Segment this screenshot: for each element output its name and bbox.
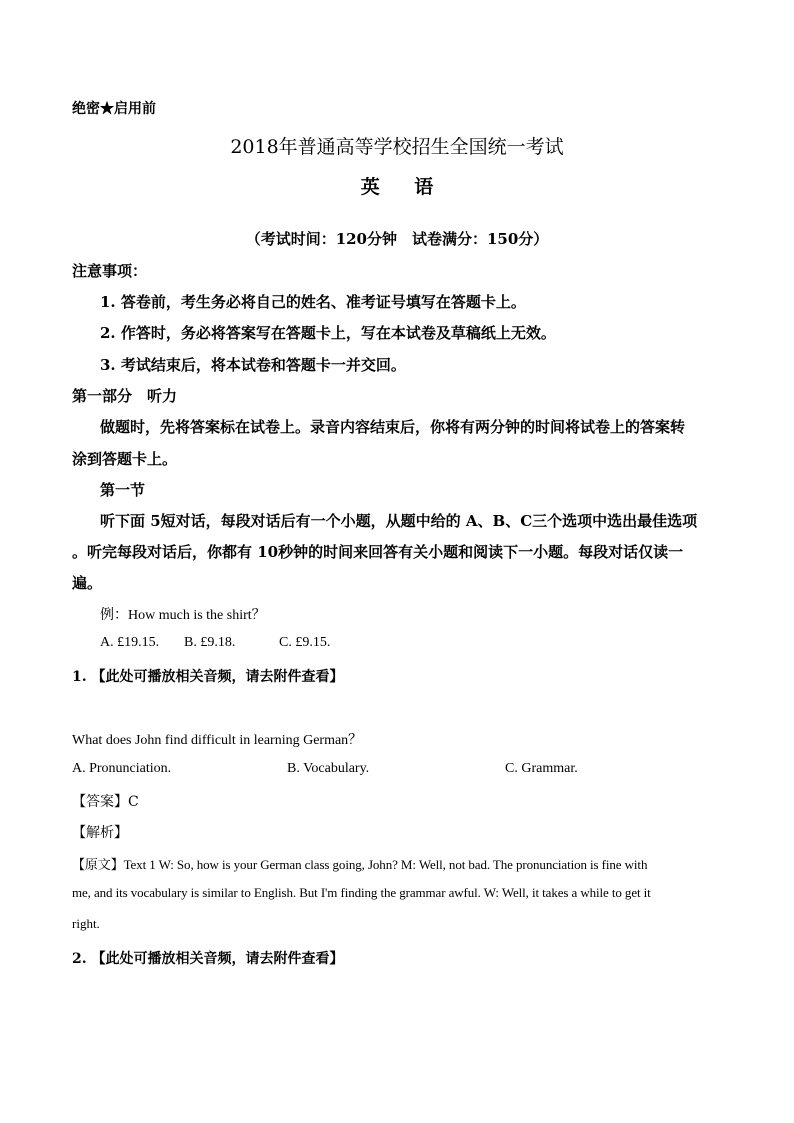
example-option-c: C. £9.15. — [279, 635, 331, 650]
original-text-line2: me, and its vocabulary is similar to English. But I'm finding the grammar awful. W: Well, it takes a while to get it — [72, 885, 651, 900]
q1-option-b: B. Vocabulary. — [287, 761, 370, 776]
notice-heading: 注意事项： — [72, 262, 148, 280]
notice-item-1: 1. 答卷前，考生务必将自己的姓名、准考证号填写在答题卡上。 — [100, 293, 526, 311]
section1-instruction-line2: 。听完每段对话后，你都有 10秒钟的时间来回答有关小题和阅读下一小题。每段对话仅读一 — [72, 543, 684, 561]
q1-audio-note: 1. 【此处可播放相关音频，请去附件查看】 — [72, 669, 344, 685]
answer-label: 【答案】C — [72, 794, 139, 810]
secret-label: 绝密★启用前 — [72, 101, 156, 117]
example-question: 例：How much is the shirt？ — [100, 608, 266, 623]
part1-instruction-line1: 做题时，先将答案标在试卷上。录音内容结束后，你将有两分钟的时间将试卷上的答案转 — [100, 418, 686, 436]
exam-info: （考试时间：120分钟 试卷满分：150分） — [245, 230, 549, 248]
original-text-line3: right. — [72, 916, 100, 931]
part1-heading: 第一部分 听力 — [72, 387, 178, 405]
q2-audio-note: 2. 【此处可播放相关音频，请去附件查看】 — [72, 951, 344, 967]
section1-instruction-line1: 听下面 5短对话，每段对话后有一个小题，从题中给的 A、B、C三个选项中选出最佳选项 — [100, 512, 698, 530]
exam-title: 2018年普通高等学校招生全国统一考试 — [230, 136, 564, 158]
q1-option-c: C. Grammar. — [505, 761, 578, 776]
original-text-line1: 【原文】Text 1 W: So, how is your German class going, John? M: Well, not bad. The pronunciation is fine with — [72, 857, 648, 872]
subject-title: 英 语 — [360, 176, 448, 198]
q1-question: What does John find difficult in learning German？ — [72, 733, 363, 748]
example-option-b: B. £9.18. — [184, 635, 236, 650]
analysis-label: 【解析】 — [72, 825, 128, 841]
notice-item-2: 2. 作答时，务必将答案写在答题卡上，写在本试卷及草稿纸上无效。 — [100, 324, 556, 342]
part1-instruction-line2: 涂到答题卡上。 — [72, 450, 178, 468]
section1-heading: 第一节 — [100, 481, 146, 499]
section1-instruction-line3: 遍。 — [72, 574, 103, 592]
q1-option-a: A. Pronunciation. — [72, 761, 172, 776]
example-option-a: A. £19.15. — [100, 635, 160, 650]
notice-item-3: 3. 考试结束后，将本试卷和答题卡一并交回。 — [100, 356, 406, 374]
